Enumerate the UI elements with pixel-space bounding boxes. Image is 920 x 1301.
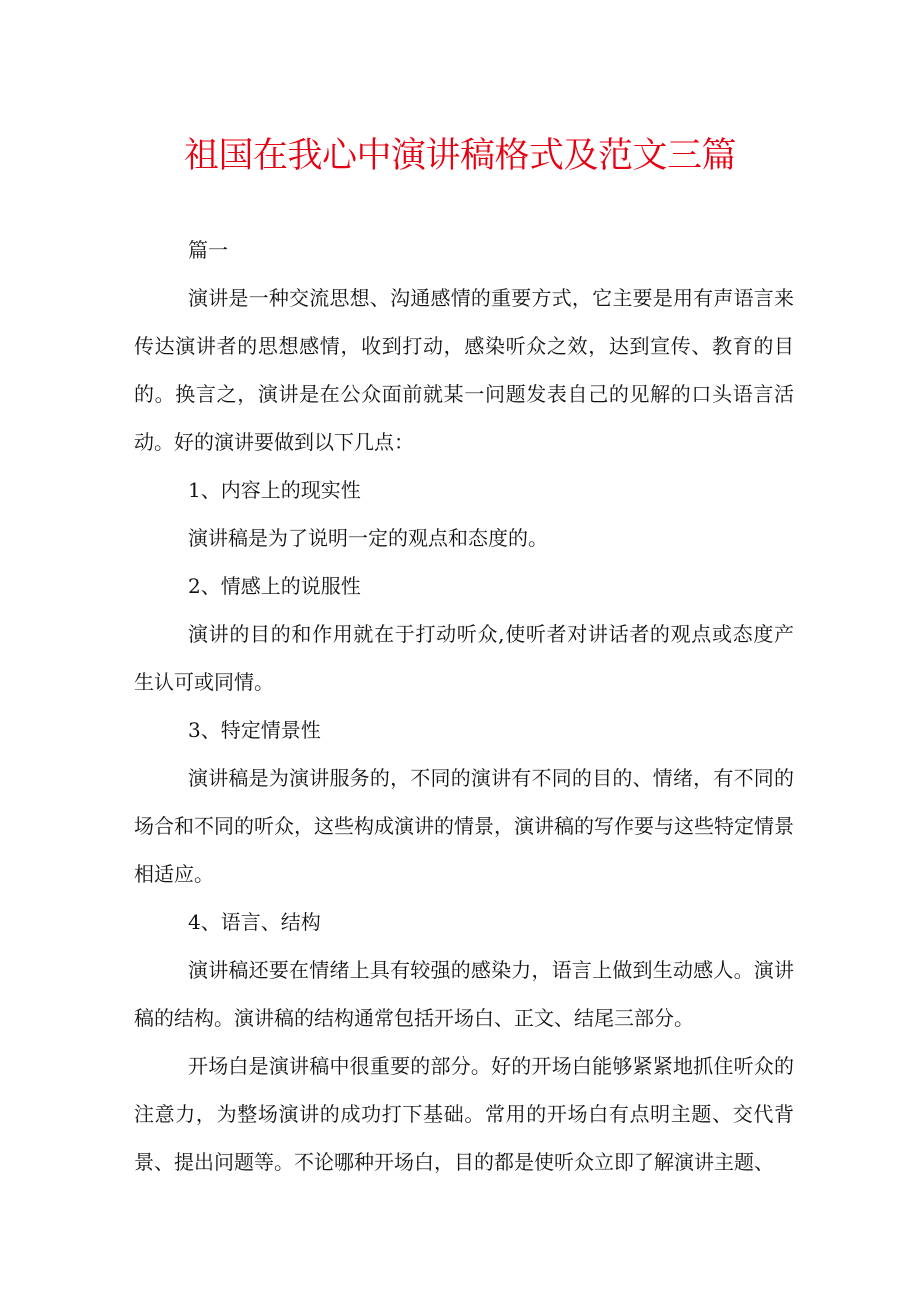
- point-heading: 2、情感上的说服性: [188, 574, 361, 598]
- paragraph: 开场白是演讲稿中很重要的部分。好的开场白能够紧紧地抓住听众的注意力，为整场演讲的成功打下基础。常用的开场白有点明主题、交代背景、提出问题等。不论哪种开场白，目的都是使听众立即了解演讲主题、: [134, 1054, 794, 1174]
- point-heading: 4、语言、结构: [188, 910, 321, 934]
- document-title: 祖国在我心中演讲稿格式及范文三篇: [183, 136, 736, 176]
- paragraph: 演讲稿是为演讲服务的，不同的演讲有不同的目的、情绪，有不同的场合和不同的听众，这些构成演讲的情景，演讲稿的写作要与这些特定情景相适应。: [134, 766, 794, 886]
- section-heading: 篇一: [188, 238, 228, 262]
- paragraph: 演讲稿是为了说明一定的观点和态度的。: [188, 526, 548, 550]
- point-heading: 3、特定情景性: [188, 718, 321, 742]
- point-heading: 1、内容上的现实性: [188, 478, 361, 502]
- paragraph: 演讲的目的和作用就在于打动听众,使听者对讲话者的观点或态度产生认可或同情。: [134, 622, 794, 694]
- document-body: [134, 226, 794, 1186]
- paragraph: 演讲稿还要在情绪上具有较强的感染力，语言上做到生动感人。演讲稿的结构。演讲稿的结构通常包括开场白、正文、结尾三部分。: [134, 958, 794, 1030]
- paragraph: 演讲是一种交流思想、沟通感情的重要方式，它主要是用有声语言来传达演讲者的思想感情，收到打动，感染听众之效，达到宣传、教育的目的。换言之，演讲是在公众面前就某一问题发表自己的见解的口头语言活动。好的演讲要做到以下几点：: [134, 286, 794, 454]
